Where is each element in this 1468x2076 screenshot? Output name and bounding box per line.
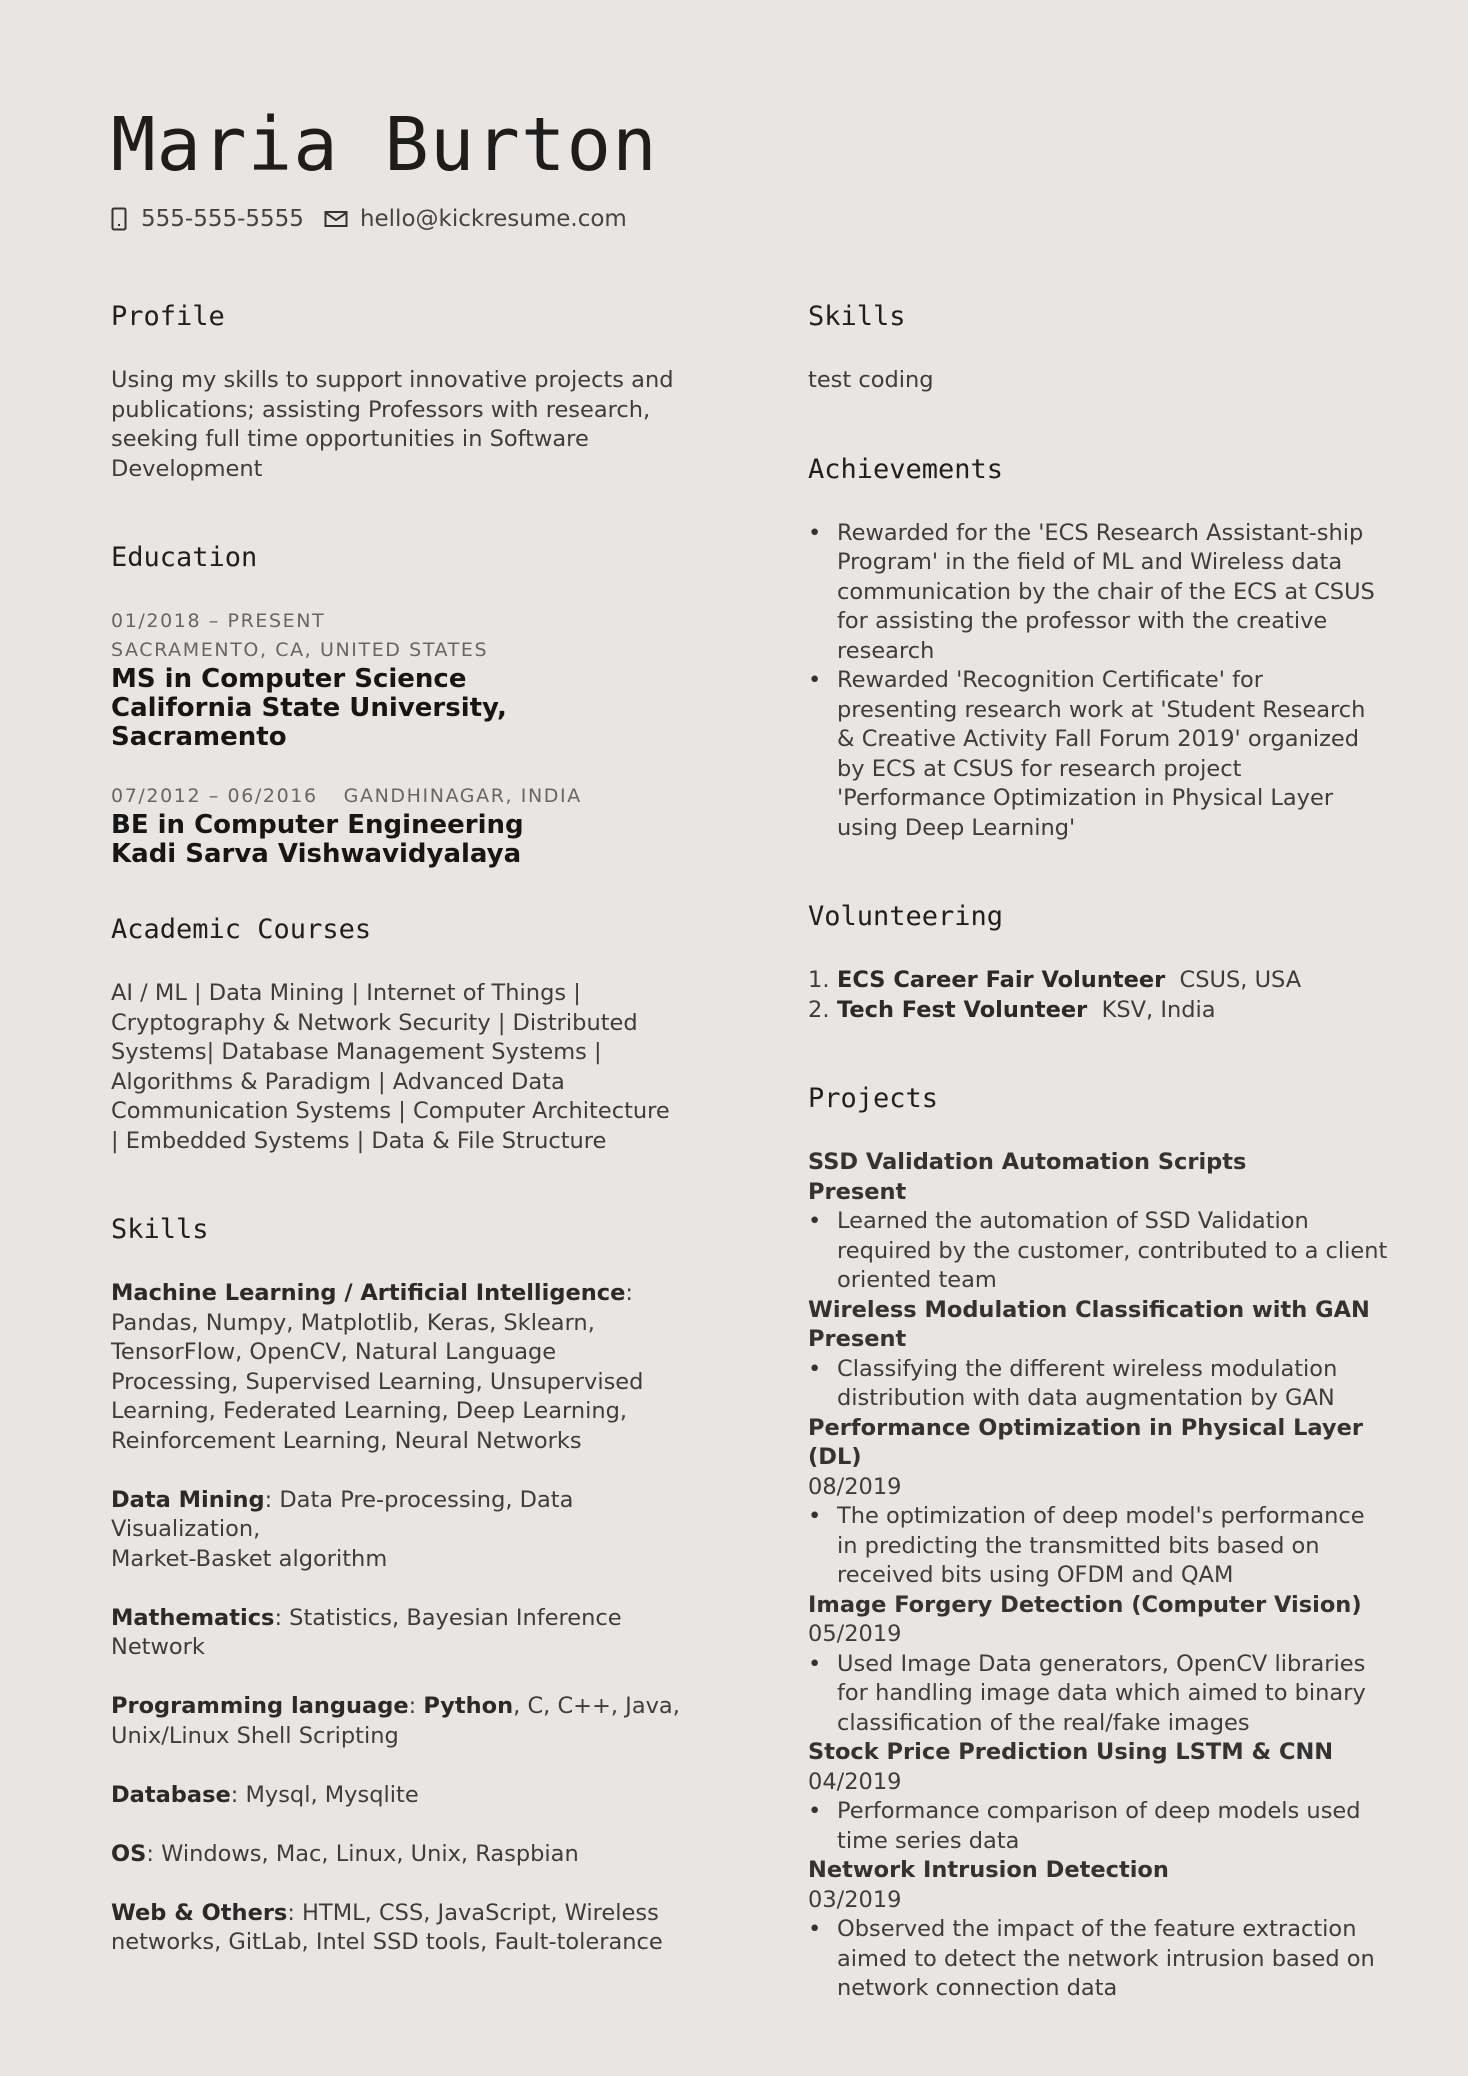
projects-section [808, 1082, 1388, 2004]
project-title: Image Forgery Detection (Computer Vision) [808, 1591, 1362, 1618]
achievements-section [808, 453, 1388, 844]
skill-text: : Data Pre-processing, Data Visualization, [111, 1486, 574, 1542]
project-entry [808, 1738, 1388, 1856]
skill-text: : Pandas, Numpy, Matplotlib, Keras, Sklearn, TensorFlow, OpenCV, Natural Language Processing, Supervised Learning, Unsupervised Learning, Federated Learning, Deep Learning, Reinforcement Learning, Neural Networks [111, 1280, 644, 1454]
project-entry [808, 1148, 1388, 1296]
project-date: 08/2019 [808, 1473, 902, 1500]
project-entry [808, 1591, 1388, 1739]
volunteer-role: Tech Fest Volunteer [837, 996, 1088, 1023]
phone-contact[interactable] [111, 206, 304, 232]
mail-icon [324, 207, 350, 231]
education-entry [111, 782, 681, 869]
skill-text: : Windows, Mac, Linux, Unix, Raspbian [146, 1840, 579, 1867]
education-degree: MS in Computer Science [111, 664, 467, 694]
skill-label: Database [111, 1781, 231, 1808]
project-date: 05/2019 [808, 1621, 902, 1647]
list-number: 1. [808, 967, 830, 993]
project-entry [808, 1414, 1388, 1591]
achievements-list [808, 519, 1388, 844]
skills-section-left [111, 1213, 681, 1958]
skill-entry [111, 1692, 681, 1751]
skills-heading: Skills [808, 301, 906, 332]
projects-heading: Projects [808, 1083, 939, 1114]
education-dates-location [111, 782, 681, 811]
skill-separator: : [408, 1693, 424, 1719]
contact-bar [111, 206, 647, 232]
education-school: California State University, Sacramento [111, 693, 507, 752]
education-dates: 01/2018 – PRESENT [111, 610, 326, 632]
skill-text: Market-Basket algorithm [111, 1545, 388, 1572]
left-column [111, 300, 681, 2015]
skill-entry [111, 1279, 681, 1456]
education-location: GANDHINAGAR, INDIA [343, 785, 582, 807]
courses-section [111, 913, 681, 1156]
skills-section-right [808, 300, 1388, 396]
skill-label: Python [423, 1693, 514, 1719]
skill-label: Web & Others [111, 1899, 288, 1926]
education-section [111, 541, 681, 869]
achievements-heading: Achievements [808, 453, 1004, 485]
project-bullet: • Classifying the different wireless modulation distribution with data augmentation by GAN [837, 1355, 1388, 1414]
skill-entry [111, 1899, 681, 1958]
education-entry [111, 607, 681, 752]
project-title: SSD Validation Automation Scripts [808, 1149, 1247, 1175]
skill-label: Mathematics [111, 1604, 275, 1631]
volunteer-place: CSUS, USA [1179, 967, 1302, 993]
skill-text: : HTML, CSS, JavaScript, Wireless networks, GitLab, Intel SSD tools, Fault-tolerance [111, 1899, 663, 1955]
courses-text: AI / ML | Data Mining | Internet of Things | Cryptography & Network Security | Distributed Systems| Database Management Systems | Algorithms & Paradigm | Advanced Data Communication Systems | Computer Architecture | Embedded Systems | Data & File Structure [111, 980, 670, 1154]
email-address: hello@kickresume.com [359, 206, 627, 232]
skill-entry [111, 1604, 681, 1663]
volunteering-section [808, 900, 1388, 1025]
skill-text: : Statistics, Bayesian Inference Network [111, 1604, 622, 1660]
education-school: Kadi Sarva Vishwavidyalaya [111, 839, 522, 869]
project-entry [808, 1296, 1388, 1414]
volunteer-place: KSV, India [1101, 996, 1216, 1023]
project-title: Network Intrusion Detection [808, 1857, 1169, 1883]
email-contact[interactable] [324, 206, 627, 232]
project-date: 03/2019 [808, 1886, 902, 1913]
project-bullet: • Learned the automation of SSD Validation required by the customer, contributed to a client oriented team [837, 1207, 1388, 1296]
volunteer-role: ECS Career Fair Volunteer [837, 967, 1166, 993]
phone-number: 555-555-5555 [141, 206, 304, 232]
profile-text: Using my skills to support innovative projects and publications; assisting Professors with research, seeking full time opportunities in Software Development [111, 367, 674, 482]
skill-text: : Mysql, Mysqlite [230, 1781, 419, 1808]
project-bullet: • Performance comparison of deep models used time series data [837, 1797, 1388, 1856]
project-title: Performance Optimization in Physical Layer (DL) [808, 1414, 1363, 1470]
skills-heading: Skills [111, 1214, 209, 1245]
project-bullet: • Used Image Data generators, OpenCV libraries for handling image data which aimed to binary classification of the real/fake images [837, 1650, 1388, 1739]
education-degree: BE in Computer Engineering [111, 810, 524, 840]
skill-entry [111, 1840, 681, 1870]
project-date: 04/2019 [808, 1768, 902, 1795]
project-bullet: • The optimization of deep model's performance in predicting the transmitted bits based on received bits using OFDM and QAM [837, 1502, 1388, 1591]
volunteering-list [808, 966, 1388, 1025]
project-bullet: • Observed the impact of the feature extraction aimed to detect the network intrusion based on network connection data [837, 1915, 1388, 2004]
project-date: Present [808, 1326, 907, 1352]
project-entry [808, 1856, 1388, 2004]
list-item: • Rewarded 'Recognition Certificate' for presenting research work at 'Student Research & Creative Activity Fall Forum 2019' organized by ECS at CSUS for research project 'Performance Optimization in Physical Layer using Deep Learning' [837, 666, 1388, 843]
project-date: Present [808, 1178, 907, 1205]
profile-section [111, 300, 681, 484]
skill-label: Data Mining [111, 1486, 265, 1513]
skill-label: Machine Learning / Artificial Intelligence [111, 1280, 626, 1306]
skill-label: Programming language [111, 1693, 409, 1719]
skill-entry [111, 1486, 681, 1575]
education-heading: Education [111, 542, 258, 573]
skill-text: , C, C++, Java, Unix/Linux Shell Scripting [111, 1693, 680, 1749]
education-location: SACRAMENTO, CA, UNITED STATES [111, 639, 489, 661]
volunteering-heading: Volunteering [808, 901, 1004, 932]
project-title: Wireless Modulation Classification with GAN [808, 1296, 1370, 1323]
phone-icon [111, 207, 131, 231]
profile-heading: Profile [111, 301, 225, 332]
skill-label: OS [111, 1840, 147, 1867]
right-column [808, 300, 1388, 2061]
education-dates: 07/2012 – 06/2016 [111, 785, 318, 807]
list-item [808, 966, 1388, 996]
courses-heading: Academic Courses [111, 914, 372, 945]
skills-text: test coding [808, 367, 934, 393]
candidate-name: Maria Burton [111, 102, 658, 188]
project-title: Stock Price Prediction Using LSTM & CNN [808, 1739, 1334, 1765]
list-number: 2. [808, 996, 830, 1023]
list-item: • Rewarded for the 'ECS Research Assistant-ship Program' in the field of ML and Wireless data communication by the chair of the ECS at CSUS for assisting the professor with the creative research [837, 519, 1388, 667]
list-item [808, 996, 1388, 1026]
skill-entry [111, 1781, 681, 1811]
